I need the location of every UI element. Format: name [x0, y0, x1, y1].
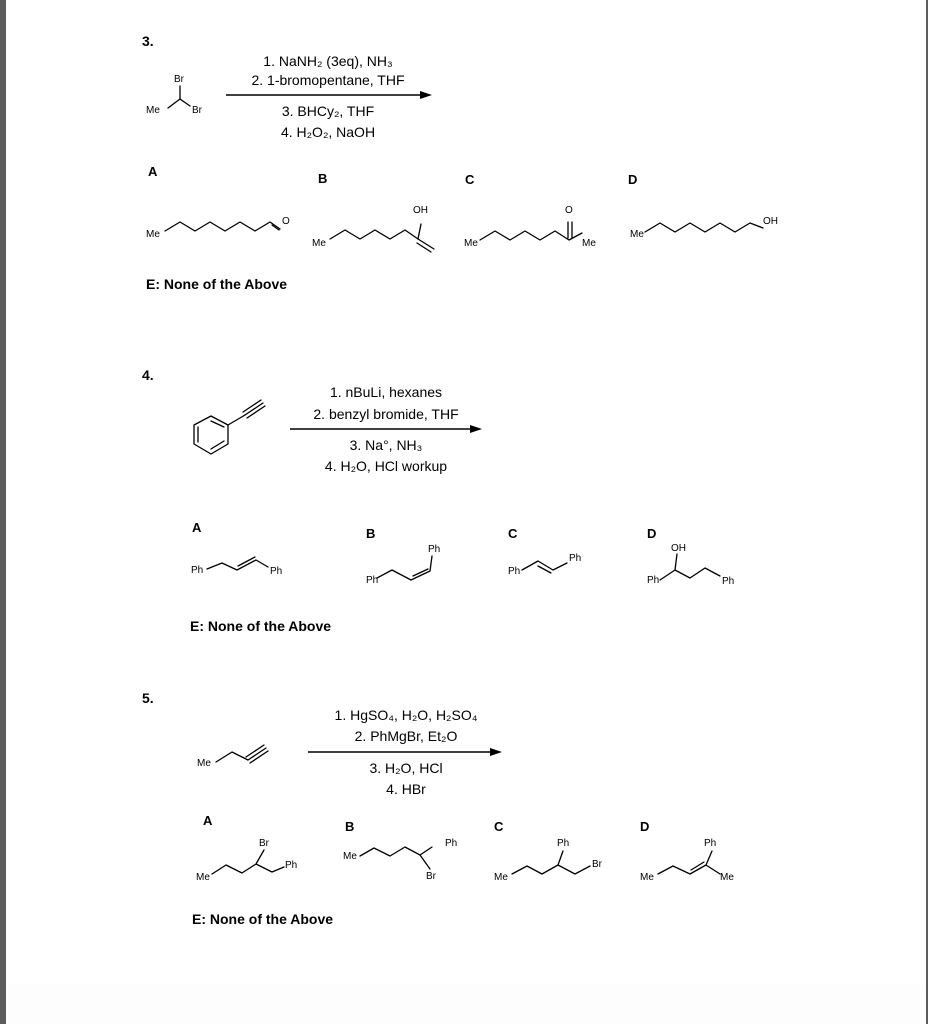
q5-c-label: Ph — [557, 838, 570, 849]
q4-option-a-structure — [207, 557, 268, 570]
q4-condition: 4. H₂O, HCl workup — [324, 458, 448, 474]
q3-option-c-letter[interactable]: C — [465, 172, 475, 187]
q5-d-label: Me — [640, 872, 654, 883]
q4-b-label: Ph — [366, 575, 379, 586]
q5-d-label: Ph — [704, 838, 717, 849]
q3-condition: 4. H₂O₂, NaOH — [280, 124, 376, 140]
q4-option-b-structure — [377, 556, 432, 580]
q3-reactant-label: Br — [174, 74, 184, 85]
q4-c-label: Ph — [569, 553, 582, 564]
q4-condition: 3. Na°, NH₃ — [349, 437, 423, 453]
q3-option-a-structure — [165, 222, 280, 231]
q5-option-a-letter[interactable]: A — [203, 813, 213, 828]
q5-number: 5. — [142, 690, 154, 706]
q5-condition: 2. PhMgBr, Et₂O — [354, 728, 458, 744]
q5-reactant-structure — [216, 745, 268, 763]
q5-option-c-letter[interactable]: C — [494, 819, 504, 834]
q5-option-d-structure — [658, 851, 720, 874]
q3-option-e[interactable]: E: None of the Above — [146, 276, 288, 292]
q4-option-c-structure — [522, 561, 567, 573]
q3-number: 3. — [142, 33, 154, 49]
q4-a-label: Ph — [270, 566, 283, 577]
q3-condition: 2. 1-bromopentane, THF — [251, 72, 405, 88]
q3-arrowhead — [420, 91, 432, 99]
q4-condition: 1. nBuLi, hexanes — [329, 384, 443, 400]
q3-reactant-structure — [168, 86, 190, 108]
q5-d-label: Me — [720, 872, 734, 883]
q3-reactant-label: Me — [146, 105, 160, 116]
q3-option-b-structure — [330, 224, 434, 252]
q3-a-label: Me — [146, 229, 160, 240]
q3-condition: 1. NaNH₂ (3eq), NH₃ — [263, 53, 393, 69]
q5-b-label: Me — [343, 851, 357, 862]
q4-option-d-structure — [660, 554, 720, 580]
q5-condition: 4. HBr — [386, 781, 426, 797]
q4-arrowhead — [470, 425, 482, 433]
q5-c-label: Me — [494, 872, 508, 883]
q3-a-label: O — [282, 216, 290, 227]
q3-c-label: Me — [464, 238, 478, 249]
q5-option-e[interactable]: E: None of the Above — [192, 911, 334, 927]
q3-b-label: Me — [312, 238, 326, 249]
q4-b-label: Ph — [428, 544, 441, 555]
q4-condition: 2. benzyl bromide, THF — [313, 406, 459, 422]
q4-reactant-structure — [194, 400, 265, 454]
q4-number: 4. — [142, 367, 154, 383]
q4-option-b-letter[interactable]: B — [366, 526, 376, 541]
q3-option-a-letter[interactable]: A — [148, 164, 158, 179]
q3-c-label: O — [565, 205, 573, 216]
q5-b-label: Br — [426, 871, 436, 882]
q3-d-label: Me — [630, 229, 644, 240]
q3-option-d-letter[interactable]: D — [628, 172, 638, 187]
q4-c-label: Ph — [508, 566, 521, 577]
q4-option-d-letter[interactable]: D — [647, 526, 657, 541]
q5-condition: 1. HgSO₄, H₂O, H₂SO₄ — [334, 707, 478, 723]
q4-option-e[interactable]: E: None of the Above — [190, 618, 332, 634]
q4-option-c-letter[interactable]: C — [508, 526, 518, 541]
q4-d-label: Ph — [722, 576, 735, 587]
q3-option-d-structure — [645, 223, 763, 232]
q3-b-label: OH — [413, 205, 428, 216]
q5-c-label: Br — [592, 859, 602, 870]
q3-option-c-structure — [480, 222, 582, 240]
q3-c-label: Me — [582, 238, 596, 249]
q4-d-label: OH — [671, 543, 686, 554]
q5-a-label: Me — [196, 872, 210, 883]
q4-option-a-letter[interactable]: A — [192, 520, 202, 535]
q5-a-label: Ph — [285, 860, 298, 871]
q5-option-a-structure — [212, 850, 284, 874]
q3-condition: 3. BHCy₂, THF — [281, 103, 375, 119]
q5-option-b-letter[interactable]: B — [345, 819, 355, 834]
q4-d-label: Ph — [647, 575, 660, 586]
q5-reactant-label: Me — [197, 758, 211, 769]
q3-reactant-label: Br — [192, 105, 202, 116]
q5-option-d-letter[interactable]: D — [640, 819, 650, 834]
q3-option-b-letter[interactable]: B — [318, 171, 328, 186]
q5-condition: 3. H₂O, HCl — [369, 760, 443, 776]
q3-d-label: OH — [763, 216, 778, 227]
q5-option-b-structure — [360, 847, 432, 869]
q5-a-label: Br — [259, 838, 269, 849]
q4-a-label: Ph — [191, 565, 204, 576]
q5-option-c-structure — [512, 851, 590, 874]
q5-arrowhead — [490, 748, 502, 756]
q5-b-label: Ph — [445, 838, 458, 849]
